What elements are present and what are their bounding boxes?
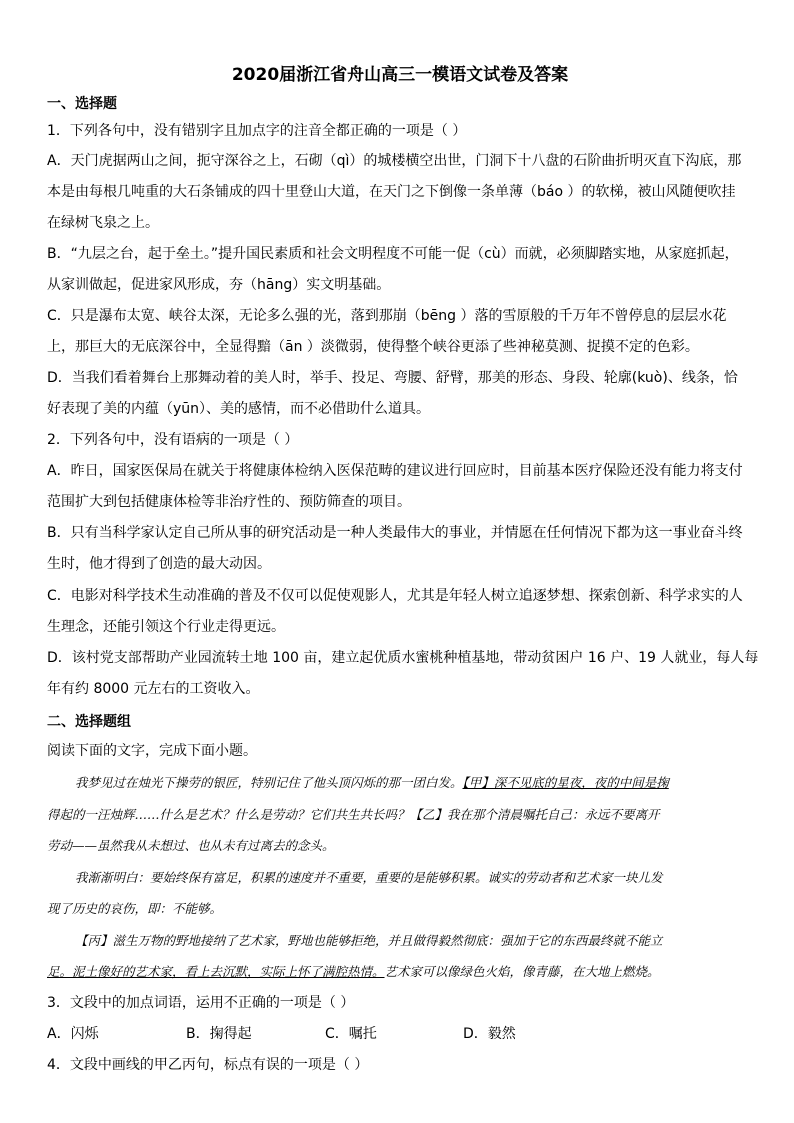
question-1-option-d: D．当我们看着舞台上那舞动着的美人时，举手、投足、弯腰、舒臂，那美的形态、身段、轮廓(kuò)、线条，恰 [47,370,738,386]
question-2-option-c: C．电影对科学技术生动准确的普及不仅可以促使观影人，尤其是年轻人树立追逐梦想、探索创新、科学求实的人 [47,588,743,604]
question-1-option-d-cont: 好表现了美的内蕴（yūn）、美的感情，而不必借助什么道具。 [47,401,431,417]
passage-text: 我梦见过在烛光下操劳的银匠，特别记住了他头顶闪烁的那一团白发。 [75,775,463,790]
question-2-option-d-cont: 年有约 8000 元左右的工资收入。 [47,681,260,697]
question-2-option-d: D．该村党支部帮助产业园流转土地 100 亩，建立起优质水蜜桃种植基地，带动贫困户 16 户、19 人就业，每人每 [47,650,759,666]
document-title: 2020届浙江省舟山高三一模语文试卷及答案 [231,65,569,85]
passage-text: 艺术家可以像绿色火焰，像青藤，在大地上燃烧。 [384,964,660,979]
passage-paragraph-2-cont: 现了历史的哀伤，即：不能够。 [47,901,223,916]
question-2-option-b-cont: 生时，他才得到了创造的最大动因。 [47,556,271,572]
passage-paragraph-3-cont [47,962,660,980]
question-1-option-c-cont: 上，那巨大的无底深谷中，全显得黯（ān ）淡微弱，使得整个峡谷更添了些神秘莫测、捉摸不定的色彩。 [47,339,699,355]
question-3-option-c: C．嘱托 [325,1026,377,1042]
question-2-option-a: A．昨日，国家医保局在就关于将健康体检纳入医保范畴的建议进行回应时，目前基本医疗保险还没有能力将支付 [47,463,743,479]
reading-instruction: 阅读下面的文字，完成下面小题。 [47,743,257,759]
question-1-option-a: A．天门虎据两山之间，扼守深谷之上，石砌（qì）的城楼横空出世，门洞下十八盘的石阶曲折明灭直下沟底，那 [47,153,742,169]
passage-paragraph-3-underlined: 【丙】滋生万物的野地接纳了艺术家，野地也能够拒绝，并且做得毅然彻底：强加于它的东西最终就不能立 [75,933,663,948]
passage-underlined-sentence: 得起的一汪烛辉……什么是艺术？什么是劳动？它们共生共长吗？【乙】我在那个清晨嘱托自己：永远不要离开 [47,807,660,822]
question-4-stem: 4．文段中画线的甲乙丙句，标点有误的一项是（ ） [47,1057,369,1073]
passage-paragraph-1 [47,773,669,791]
question-3-option-d: D．毅然 [463,1026,516,1042]
question-1-option-a-cont: 本是由每根几吨重的大石条铺成的四十里登山大道，在天门之下倒像一条单薄（báo ）的软梯，被山风随便吹挂 [47,184,736,200]
section-heading-choice: 一、选择题 [47,96,117,112]
passage-paragraph-2: 我渐渐明白：要始终保有富足，积累的速度并不重要，重要的是能够积累。诚实的劳动者和艺术家一块儿发 [75,870,663,885]
passage-underlined-sentence: 【甲】深不见底的星夜，夜的中间是掬 [462,775,669,790]
question-3-stem: 3．文段中的加点词语，运用不正确的一项是（ ） [47,995,355,1011]
question-1-option-b-cont: 从家训做起，促进家风形成，夯（hāng）实文明基础。 [47,277,391,293]
question-1-stem: 1．下列各句中，没有错别字且加点字的注音全都正确的一项是（ ） [47,123,467,139]
passage-underlined-sentence: 足。泥土像好的艺术家，看上去沉默，实际上怀了满腔热情。 [47,964,385,979]
question-2-option-c-cont: 生理念，还能引领这个行业走得更远。 [47,619,285,635]
question-2-option-b: B．只有当科学家认定自己所从事的研究活动是一种人类最伟大的事业，并情愿在任何情况下都为这一事业奋斗终 [47,525,743,541]
question-2-stem: 2．下列各句中，没有语病的一项是（ ） [47,432,299,448]
question-1-option-b: B．“九层之台，起于垒土。”提升国民素质和社会文明程度不可能一促（cù）而就，必须脚踏实地，从家庭抓起， [47,246,739,262]
section-heading-choice-group: 二、选择题组 [47,714,131,730]
question-3-option-b: B．掬得起 [186,1026,252,1042]
question-3-option-a: A．闪烁 [47,1026,99,1042]
question-1-option-a-cont: 在绿树飞泉之上。 [47,215,159,231]
question-1-option-c: C．只是瀑布太宽、峡谷太深，无论多么强的光，落到那崩（bēng ）落的雪原般的千万年不曾停息的层层水花 [47,308,727,324]
question-2-option-a-cont: 范围扩大到包括健康体检等非治疗性的、预防筛查的项目。 [47,494,411,510]
passage-underlined-sentence: 劳动——虽然我从未想过、也从未有过离去的念头。 [47,838,335,853]
